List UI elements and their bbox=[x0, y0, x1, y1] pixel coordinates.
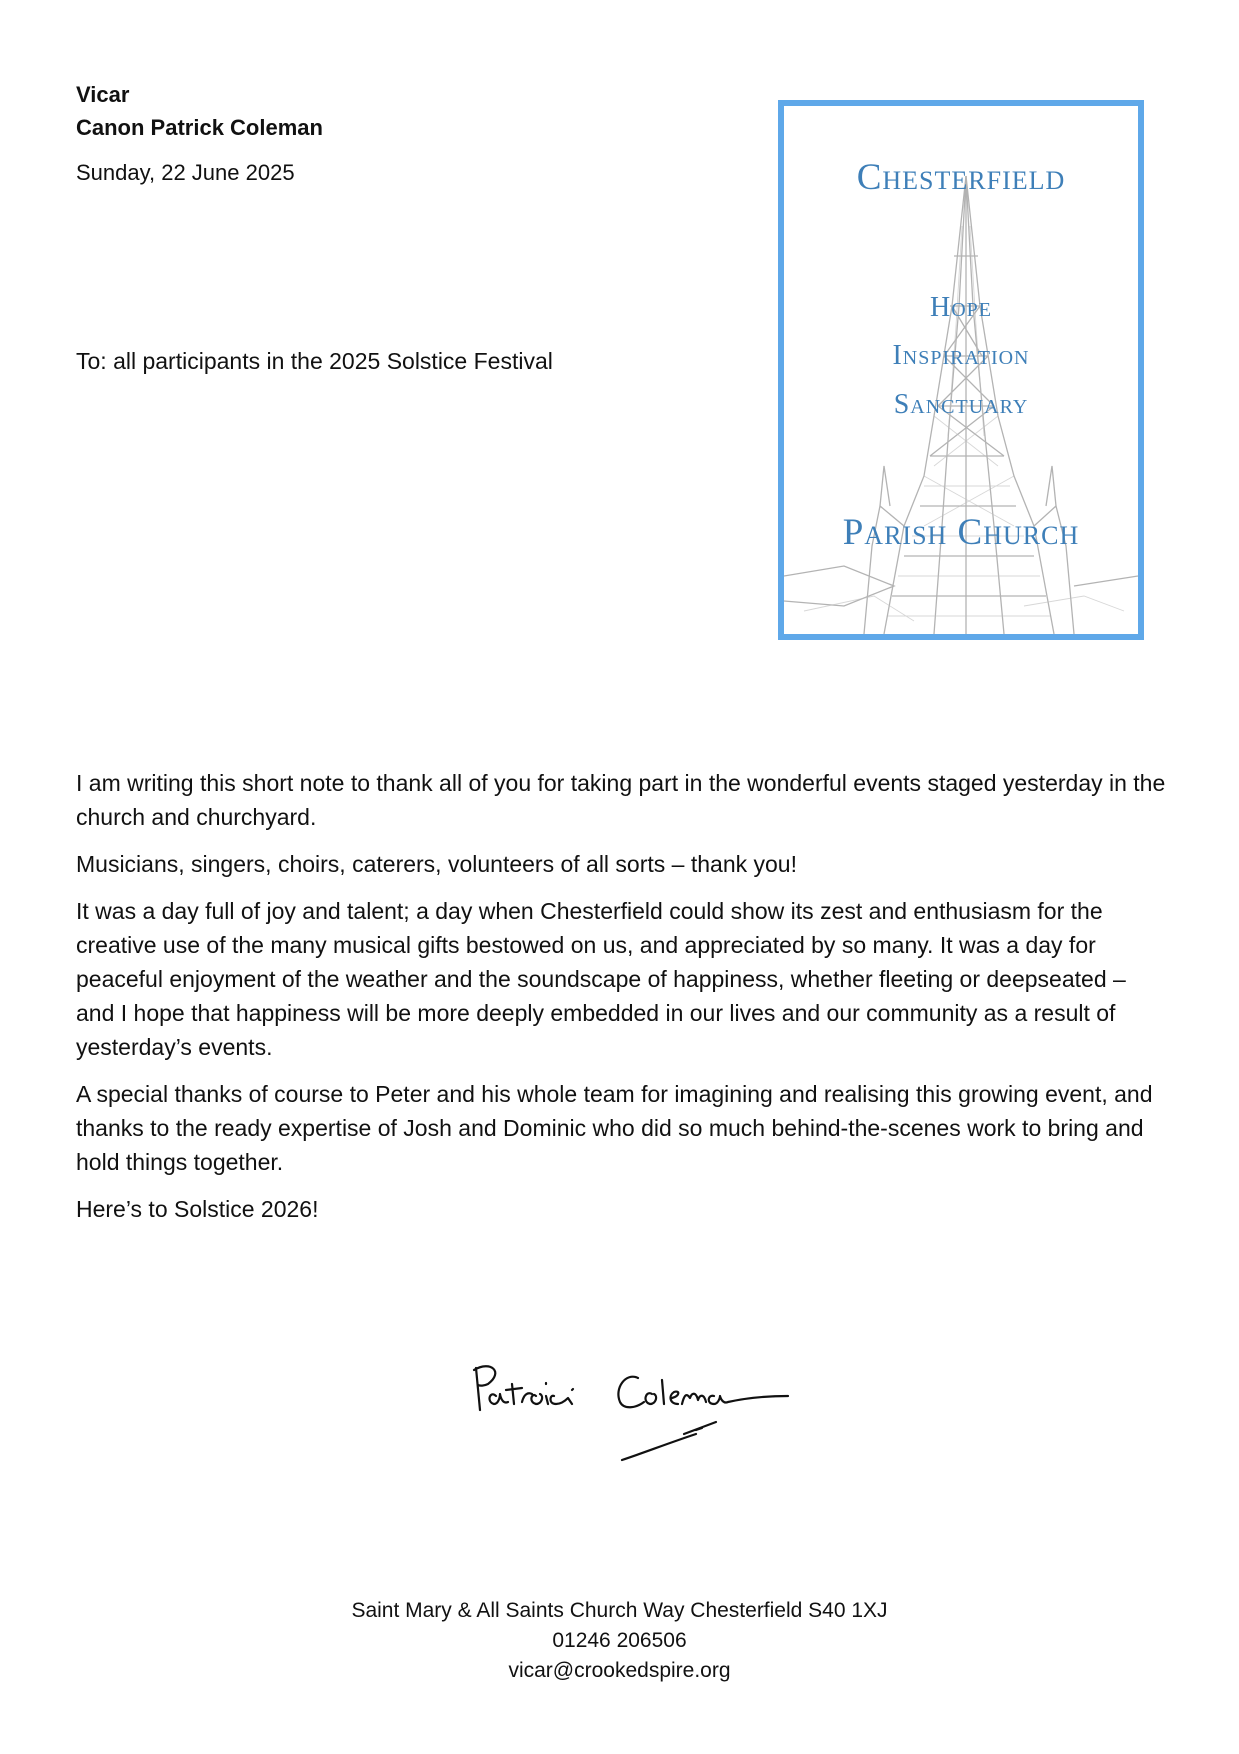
footer-phone: 01246 206506 bbox=[552, 1629, 687, 1652]
logo-subtitle: Parish Church bbox=[842, 512, 1080, 553]
logo-title: Chesterfield bbox=[856, 157, 1066, 198]
footer-contact bbox=[0, 1596, 1239, 1686]
footer-email: vicar@crookedspire.org bbox=[508, 1659, 731, 1682]
sender-name: Canon Patrick Coleman bbox=[76, 115, 323, 140]
footer-address: Saint Mary & All Saints Church Way Chesterfield S40 1XJ bbox=[351, 1599, 888, 1622]
body-paragraph: A special thanks of course to Peter and his whole team for imagining and realising this growing event, and thanks to the ready expertise of Josh and Dominic who did so much behind-the-scenes work to bring and hold things together. bbox=[76, 1081, 1153, 1175]
body-paragraph: Musicians, singers, choirs, caterers, volunteers of all sorts – thank you! bbox=[76, 851, 797, 877]
signature bbox=[466, 1348, 846, 1483]
logo-word-hope: Hope bbox=[929, 292, 992, 323]
letter-date: Sunday, 22 June 2025 bbox=[76, 160, 295, 185]
logo-word-sanctuary: Sanctuary bbox=[893, 389, 1029, 420]
body-paragraph: It was a day full of joy and talent; a day when Chesterfield could show its zest and enthusiasm for the creative use of the many musical gifts bestowed on us, and appreciated by so many. It was a day for peaceful enjoyment of the weather and the soundscape of happiness, whether fleeting or deepseated – and I hope that happiness will be more deeply embedded in our lives and our community as a result of yesterday’s events. bbox=[76, 898, 1126, 1060]
body-paragraph: I am writing this short note to thank all of you for taking part in the wonderful events staged yesterday in the church and churchyard. bbox=[76, 770, 1166, 830]
body-paragraph: Here’s to Solstice 2026! bbox=[76, 1196, 319, 1222]
sender-block bbox=[76, 78, 323, 144]
signature-graphic bbox=[466, 1348, 846, 1478]
letter-body bbox=[76, 766, 1166, 1239]
parish-logo bbox=[778, 100, 1144, 640]
recipient-line: To: all participants in the 2025 Solstice Festival bbox=[76, 348, 553, 374]
sender-role: Vicar bbox=[76, 82, 130, 107]
logo-word-inspiration: Inspiration bbox=[892, 340, 1030, 371]
